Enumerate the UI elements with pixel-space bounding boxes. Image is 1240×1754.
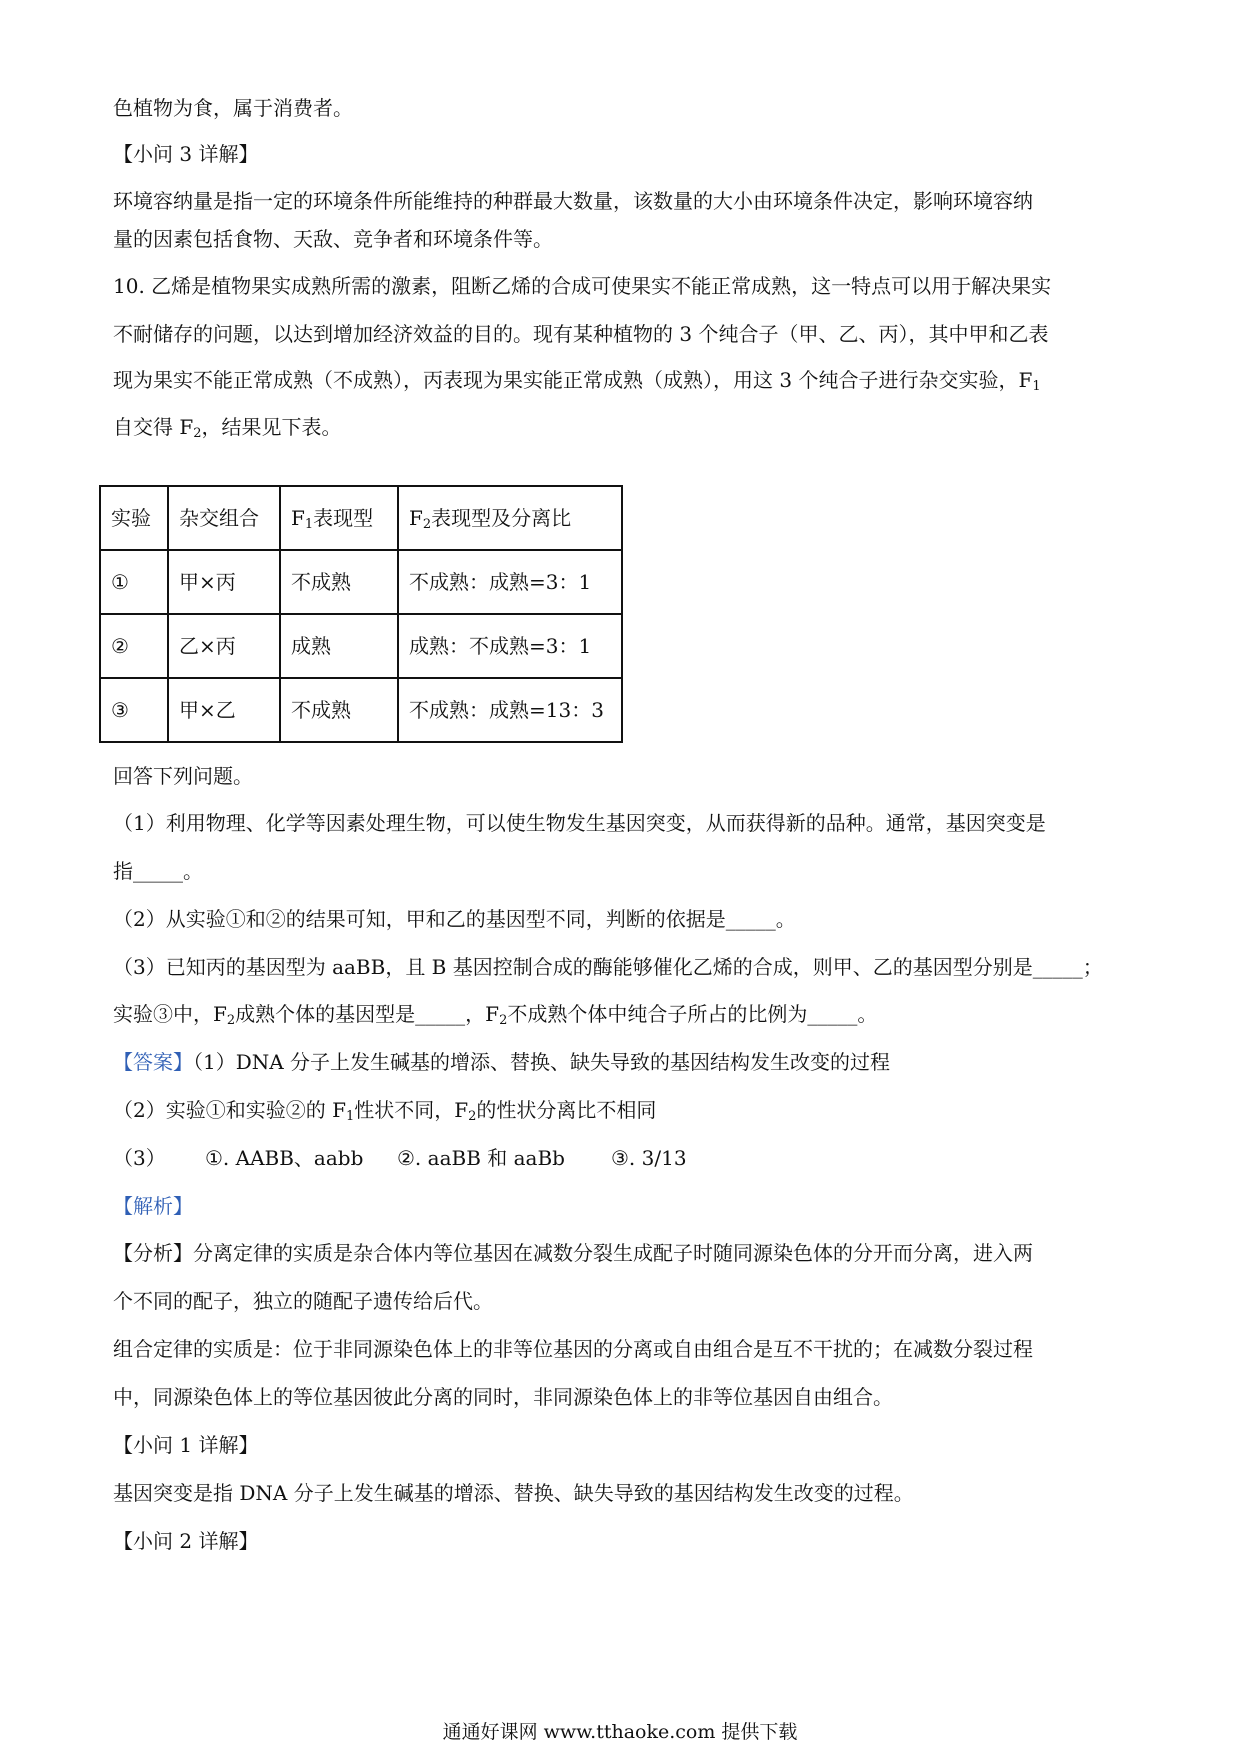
header-cross: 杂交组合 — [168, 486, 280, 550]
cell-f2: 成熟：不成熟=3：1 — [398, 614, 622, 678]
experiment-results-table — [99, 485, 623, 743]
section-heading-sub2: 【小问 2 详解】 — [113, 1529, 259, 1553]
answer-line-1: 【答案】（1）DNA 分子上发生碱基的增添、替换、缺失导致的基因结构发生改变的过程 — [113, 1050, 891, 1074]
analysis-tag: 【解析】 — [113, 1194, 193, 1218]
cell-experiment: ③ — [100, 678, 168, 742]
subquestion-3-line-2: 实验③中，$F_2$成熟个体的基因型是_____，$F_2$不成熟个体中纯合子所占的比例为_____。 — [113, 1002, 878, 1028]
analysis-line-4: 中，同源染色体上的等位基因彼此分离的同时，非同源染色体上的非等位基因自由组合。 — [113, 1385, 893, 1409]
header-f2-phenotype-ratio: $F_2$表现型及分离比 — [398, 486, 622, 550]
cell-experiment: ① — [100, 550, 168, 614]
table-header-row — [100, 486, 622, 550]
paragraph-continuation: 色植物为食，属于消费者。 — [113, 96, 353, 120]
answer-tag: 【答案】 — [113, 1050, 193, 1074]
cell-f2: 不成熟：成熟=3：1 — [398, 550, 622, 614]
subquestion-1-line-1: （1）利用物理、化学等因素处理生物，可以使生物发生基因突变，从而获得新的品种。通常，基因突变是 — [113, 811, 1046, 835]
cell-f1: 成熟 — [280, 614, 398, 678]
cell-experiment: ② — [100, 614, 168, 678]
question-10-line-3: 现为果实不能正常成熟（不成熟），丙表现为果实能正常成熟（成熟），用这 3 个纯合子进行杂交实验，$F_1$ — [113, 368, 1041, 394]
cell-f1: 不成熟 — [280, 550, 398, 614]
analysis-line-3: 组合定律的实质是：位于非同源染色体上的非等位基因的分离或自由组合是互不干扰的；在减数分裂过程 — [113, 1337, 1033, 1361]
analysis-line-2: 个不同的配子，独立的随配子遗传给后代。 — [113, 1289, 493, 1313]
cell-f2: 不成熟：成熟=13：3 — [398, 678, 622, 742]
answer-line-3: （3） ①. AABB、aabb ②. aaBB 和 aaBb ③. 3/13 — [113, 1146, 687, 1170]
table-row — [100, 614, 622, 678]
subquestion-2: （2）从实验①和②的结果可知，甲和乙的基因型不同，判断的依据是_____。 — [113, 907, 796, 931]
sub1-explanation: 基因突变是指 DNA 分子上发生碱基的增添、替换、缺失导致的基因结构发生改变的过程。 — [113, 1481, 914, 1505]
question-10-line-4: 自交得 $F_2$，结果见下表。 — [113, 415, 342, 441]
cell-f1: 不成熟 — [280, 678, 398, 742]
page-footer: 通通好课网 www.tthaoke.com 提供下载 — [442, 1721, 798, 1743]
q3-explanation-line-1: 环境容纳量是指一定的环境条件所能维持的种群最大数量，该数量的大小由环境条件决定，影响环境容纳 — [113, 189, 1033, 213]
header-f1-phenotype: $F_1$表现型 — [280, 486, 398, 550]
table-row — [100, 678, 622, 742]
question-10-line-2: 不耐储存的问题，以达到增加经济效益的目的。现有某种植物的 3 个纯合子（甲、乙、丙），其中甲和乙表 — [113, 322, 1049, 346]
subquestion-3-line-1: （3）已知丙的基因型为 aaBB，且 B 基因控制合成的酶能够催化乙烯的合成，则甲、乙的基因型分别是_____； — [113, 955, 1103, 979]
question-10-line-1: 10. 乙烯是植物果实成熟所需的激素，阻断乙烯的合成可使果实不能正常成熟，这一特点可以用于解决果实 — [113, 274, 1052, 298]
q3-explanation-line-2: 量的因素包括食物、天敌、竞争者和环境条件等。 — [113, 227, 553, 251]
cell-cross: 甲×乙 — [168, 678, 280, 742]
cell-cross: 乙×丙 — [168, 614, 280, 678]
answer-prompt: 回答下列问题。 — [113, 764, 253, 788]
table-row — [100, 550, 622, 614]
header-experiment: 实验 — [100, 486, 168, 550]
analysis-line-1: 【分析】分离定律的实质是杂合体内等位基因在减数分裂生成配子时随同源染色体的分开而分离，进入两 — [113, 1241, 1033, 1265]
cell-cross: 甲×丙 — [168, 550, 280, 614]
answer-line-2: （2）实验①和实验②的 $F_1$性状不同，$F_2$的性状分离比不相同 — [113, 1098, 657, 1124]
section-heading-q3: 【小问 3 详解】 — [113, 142, 259, 166]
subquestion-1-line-2: 指_____。 — [113, 859, 203, 883]
section-heading-sub1: 【小问 1 详解】 — [113, 1433, 259, 1457]
